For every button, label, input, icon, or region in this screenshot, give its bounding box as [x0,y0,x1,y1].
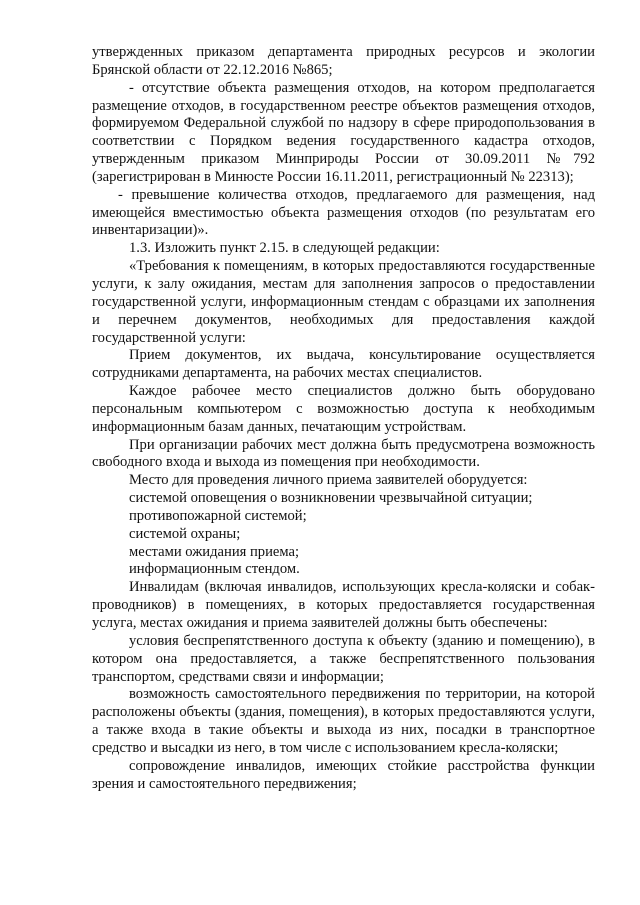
paragraph-continuation: утвержденных приказом департамента природных ресурсов и экологии Брянской области от 22.12.2016 №865; [92,44,595,78]
paragraph-missing-facility: - отсутствие объекта размещения отходов, на котором предполагается размещение отходов, в государственном реестре объектов размещения отходов, формируемом Федеральной службой по надзору в сфере природопользования в соответствии с Порядком ведения государственного кадастра отходов, утвержденным приказом Минприроды России от 30.09.2011 №792 (зарегистрирован в Минюсте России 16.11.2011, регистрационный № 22313); [92,79,595,185]
list-item-fire-system: противопожарной системой; [129,507,307,524]
list-item-alert-system: системой оповещения о возникновении чрезвычайной ситуации; [129,490,533,507]
paragraph-barrier-free-conditions: условия беспрепятственного доступа к объекту (зданию и помещению), в котором она предоставляется, а также беспрепятственного пользования транспортом, средствами связи и информации; [92,632,595,685]
paragraph-reception-equipment: Место для проведения личного приема заявителей оборудуется: [129,472,528,489]
paragraph-disabled-access: Инвалидам (включая инвалидов, использующих кресла-коляски и собак-проводников) в помещениях, в которых предоставляется государственная услуга, местах ожидания и приема заявителей должны быть обеспечены: [92,579,595,631]
paragraph-requirements: «Требования к помещениям, в которых предоставляются государственные услуги, к залу ожидания, местам для заполнения запросов о предоставлении государственной услуги, информационным стендам с образцами их заполнения и перечнем документов, необходимых для предоставления каждой государственной услуги: [92,258,595,346]
list-item-security-system: системой охраны; [129,525,241,542]
document-page [92,44,595,793]
paragraph-escort: сопровождение инвалидов, имеющих стойкие расстройства функции зрения и самостоятельного передвижения; [92,757,595,792]
paragraph-document-intake: Прием документов, их выдача, консультирование осуществляется сотрудниками департамента, на рабочих местах специалистов. [92,347,595,382]
paragraph-workplace-equipment: Каждое рабочее место специалистов должно быть оборудовано персональным компьютером с возможностью доступа к необходимым информационным базам данных, печатающим устройствам. [92,383,595,435]
list-item-waiting-areas: местами ожидания приема; [129,543,300,560]
paragraph-workplace-access: При организации рабочих мест должна быть предусмотрена возможность свободного входа и выхода из помещения при необходимости. [92,436,595,471]
paragraph-independent-movement: возможность самостоятельного передвижения по территории, на которой расположены объекты (здания, помещения), в которых предоставляются услуги, а также входа в такие объекты и выхода из них, посадки в транспортное средство и высадки из него, в том числе с использованием кресла-коляски; [92,686,595,756]
paragraph-clause-1-3: 1.3. Изложить пункт 2.15. в следующей редакции: [129,240,440,257]
list-item-info-stand: информационным стендом. [129,561,300,578]
paragraph-excess-waste: - превышение количества отходов, предлагаемого для размещения, над имеющейся вместимостью объекта размещения отходов (по результатам его инвентаризации)». [92,186,595,239]
